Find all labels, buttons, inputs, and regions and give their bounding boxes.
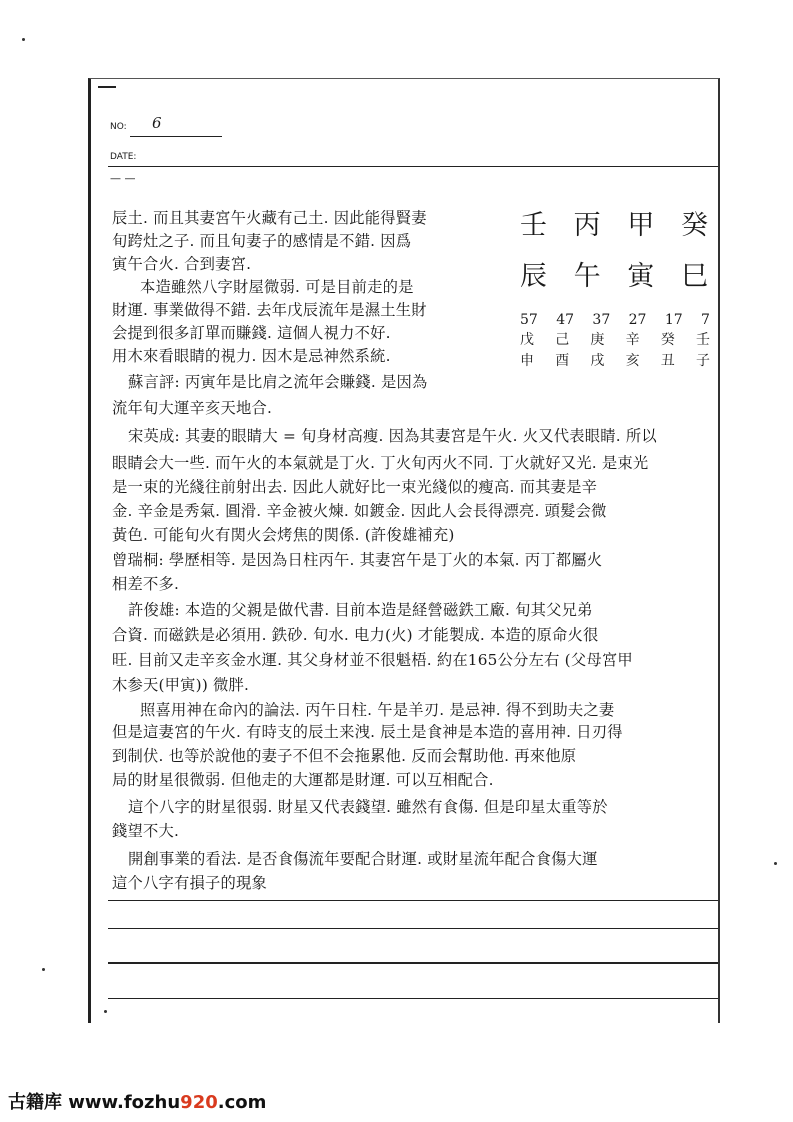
- corner-mark: [98, 86, 116, 88]
- page-number: 6: [152, 114, 162, 132]
- dash-mark: — —: [110, 172, 136, 185]
- luck-stem: 己: [555, 332, 570, 349]
- scan-speck: [22, 38, 25, 41]
- site-watermark: [8, 1088, 266, 1114]
- stem-day: 甲: [627, 210, 657, 241]
- text-line: 許俊雄: 本造的父親是做代書. 目前本造是経營磁鉄工廠. 旬其父兄弟: [128, 601, 593, 619]
- luck-age: 7: [701, 312, 710, 329]
- text-line: 木参天(甲寅)) 微胖.: [112, 676, 250, 694]
- text-line: 但是這妻宮的午火. 有時支的辰土来洩. 辰土是食神是本造的喜用神. 日刃得: [112, 723, 623, 741]
- stem-month: 丙: [573, 210, 603, 241]
- text-line: 這个八字有損子的現象: [112, 874, 267, 892]
- text-line: 辰土. 而且其妻宮午火藏有己土. 因此能得賢妻: [112, 209, 427, 227]
- text-line: 曾瑞桐: 學歷相等. 是因為日柱丙午. 其妻宮午是丁火的本氣. 丙丁都屬火: [112, 551, 603, 569]
- branch-day: 寅: [627, 261, 657, 293]
- ruled-line: [108, 998, 718, 999]
- text-line: 開創事業的看法. 是否食傷流年要配合財運. 或財星流年配合食傷大運: [128, 850, 598, 868]
- luck-age: 27: [628, 312, 647, 329]
- date-underline: [108, 166, 718, 167]
- url-prefix: www.fozhu: [68, 1092, 181, 1113]
- text-line: 用木來看眼睛的視力. 因木是忌神然系統.: [112, 347, 391, 365]
- ruled-line: [108, 900, 718, 901]
- luck-age: 47: [556, 312, 575, 329]
- luck-stem: 辛: [625, 332, 640, 349]
- text-line: 照喜用神在命內的論法. 丙午日柱. 午是羊刃. 是忌神. 得不到助夫之妻: [140, 701, 615, 719]
- text-line: 蘇言評: 丙寅年是比肩之流年会賺錢. 是因為: [128, 373, 428, 391]
- luck-branch: 申: [520, 352, 534, 369]
- text-line: 金. 辛金是秀氣. 圓滑. 辛金被火煉. 如鍍金. 因此人会長得漂亮. 頭髮会微: [112, 502, 607, 520]
- text-line: 本造雖然八字財屋微弱. 可是目前走的是: [140, 278, 414, 296]
- branch-row: [520, 259, 710, 294]
- text-line: 流年旬大運辛亥天地合.: [112, 399, 273, 417]
- luck-age: 57: [520, 312, 538, 329]
- luck-branches-row: [520, 351, 710, 371]
- text-line: 眼睛会大一些. 而午火的本氣就是丁火. 丁火旬丙火不同. 丁火就好又光. 是束光: [112, 454, 649, 472]
- luck-age: 37: [592, 312, 611, 329]
- text-line: 錢望不大.: [112, 822, 180, 840]
- luck-branch: 丑: [660, 352, 675, 369]
- stem-row: [520, 208, 710, 243]
- branch-year: 辰: [520, 261, 549, 293]
- luck-branch: 亥: [625, 352, 640, 369]
- url-suffix: .com: [217, 1092, 267, 1113]
- text-line: 会提到很多訂單而賺錢. 這個人視力不好.: [112, 324, 391, 342]
- text-line: 到制伏. 也等於說他的妻子不但不会拖累他. 反而会幫助他. 再來他原: [112, 747, 577, 765]
- url-accent: 920: [180, 1092, 218, 1113]
- text-line: 黃色. 可能旬火有関火会烤焦的関係. (許俊雄補充): [112, 526, 455, 544]
- luck-stem: 壬: [695, 332, 710, 349]
- text-line: 這个八字的財星很弱. 財星又代表錢望. 雖然有食傷. 但是印星太重等於: [128, 798, 608, 816]
- text-line: 寅午合火. 合到妻宮.: [112, 255, 252, 273]
- luck-ages-row: [520, 310, 710, 330]
- luck-stem: 癸: [660, 332, 675, 349]
- text-line: 合資. 而磁鉄是必須用. 鉄砂. 旬水. 电力(火) 才能製成. 本造的原命火很: [112, 626, 599, 644]
- text-line: 旺. 目前又走辛亥金水運. 其父身材並不很魁梧. 約在165公分左右 (父母宮甲: [112, 651, 633, 669]
- branch-hour: 巳: [680, 261, 710, 293]
- text-line: 是一束的光綫往前射出去. 因此人就好比一束光綫似的瘦高. 而其妻是辛: [112, 478, 598, 496]
- luck-branch: 子: [695, 352, 710, 369]
- no-label: NO:: [110, 122, 127, 132]
- stem-hour: 癸: [680, 210, 710, 241]
- scan-speck: [774, 862, 777, 865]
- text-line: 局的財星很微弱. 但他走的大運都是財運. 可以互相配合.: [112, 771, 494, 789]
- text-line: 旬跨灶之子. 而且旬妻子的感情是不錯. 因爲: [112, 232, 412, 250]
- ruled-line: [108, 928, 718, 929]
- stem-year: 壬: [520, 210, 549, 241]
- luck-age: 17: [664, 312, 683, 329]
- no-underline: [130, 136, 222, 137]
- text-line: 宋英成: 其妻的眼睛大 = 旬身材高瘦. 因為其妻宮是午火. 火又代表眼睛. 所以: [128, 427, 657, 445]
- luck-stem: 戊: [520, 332, 534, 349]
- luck-stem: 庚: [590, 332, 605, 349]
- date-label: DATE:: [110, 152, 137, 162]
- branch-month: 午: [573, 261, 603, 293]
- bazi-chart: [520, 208, 710, 371]
- luck-branch: 酉: [555, 352, 570, 369]
- text-line: 財運. 事業做得不錯. 去年戊辰流年是濕土生財: [112, 301, 427, 319]
- scan-speck: [42, 968, 45, 971]
- luck-stems-row: [520, 330, 710, 350]
- luck-branch: 戌: [590, 352, 605, 369]
- scan-speck: [104, 1010, 107, 1013]
- brand-name: 古籍库: [8, 1092, 62, 1113]
- ruled-line: [108, 962, 718, 964]
- text-line: 相差不多.: [112, 575, 180, 593]
